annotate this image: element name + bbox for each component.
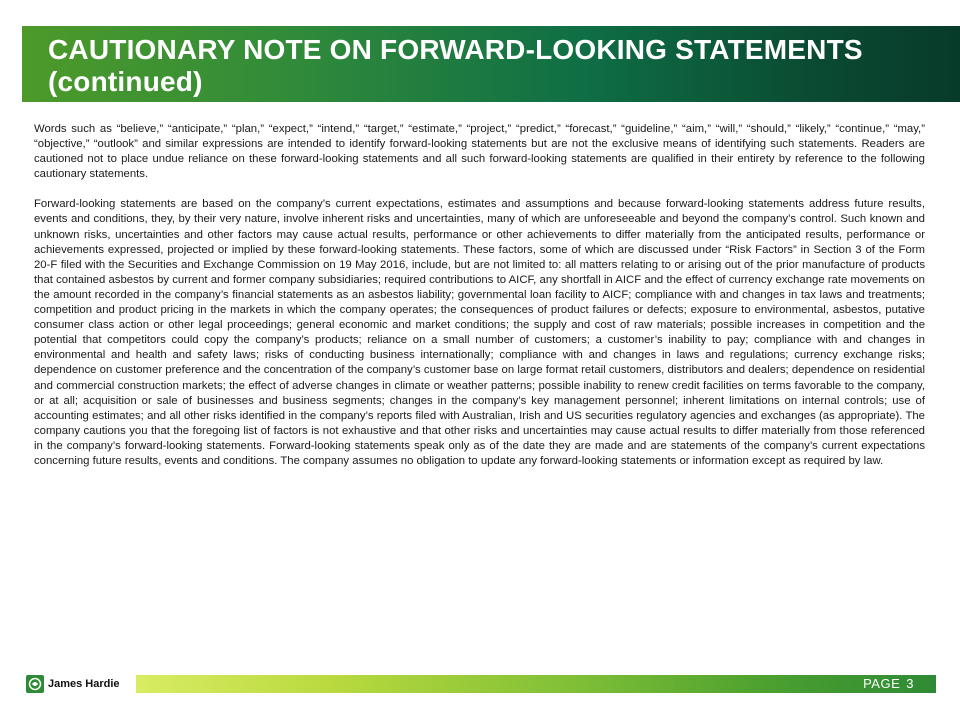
footer-bar (136, 675, 936, 693)
title-line-1: CAUTIONARY NOTE ON FORWARD-LOOKING STATEMENTS (48, 34, 863, 65)
company-logo (26, 674, 120, 694)
page-label: PAGE (863, 676, 901, 691)
page-indicator (857, 676, 914, 692)
body-text (34, 122, 925, 484)
james-hardie-logo-icon (26, 675, 44, 693)
page-number: 3 (906, 676, 914, 691)
logo-text: James Hardie (48, 678, 120, 690)
title-line-2: (continued) (48, 66, 203, 97)
page-title (48, 34, 928, 98)
paragraph-intro: Words such as “believe,” “anticipate,” “plan,” “expect,” “intend,” “target,” “estimate,” “project,” “predict,” “forecast,” “guideline,” “aim,” “will,” “should,” “likely,” “continue,” “may,” “objective,” “outlook” and similar expressions are intended to identify forward-looking statements but are not the exclusive means of identifying such statements. Readers are cautioned not to place undue reliance on these forward-looking statements and all such forward-looking statements are qualified in their entirety by reference to the following cautionary statements. (34, 123, 925, 181)
paragraph-risk-factors: Forward-looking statements are based on the company’s current expectations, estimates and assumptions and because forward-looking statements address future results, events and conditions, they, by their very nature, involve inherent risks and uncertainties, many of which are unforeseeable and beyond the company’s control. Such known and unknown risks, uncertainties and other factors may cause actual results, performance or other achievements to differ materially from the anticipated results, performance or achievements expressed, projected or implied by these forward-looking statements. These factors, some of which are discussed under “Risk Factors” in Section 3 of the Form 20-F filed with the Securities and Exchange Commission on 19 May 2016, include, but are not limited to: all matters relating to or arising out of the prior manufacture of products that contained asbestos by current and former company subsidiaries; required contributions to AICF, any shortfall in AICF and the effect of currency exchange rate movements on the amount recorded in the company’s financial statements as an asbestos liability; governmental loan facility to AICF; compliance with and changes in tax laws and treatments; competition and product pricing in the markets in which the company operates; the consequences of product failures or defects; exposure to environmental, asbestos, putative consumer class action or other legal proceedings; general economic and market conditions; the supply and cost of raw materials; possible increases in competition and the potential that competitors could copy the company’s products; reliance on a small number of customers; a customer’s inability to pay; compliance with and changes in environmental and health and safety laws; risks of conducting business internationally; compliance with and changes in laws and regulations; currency exchange risks; dependence on customer preference and the concentration of the company’s customer base on large format retail customers, distributors and dealers; dependence on residential and commercial construction markets; the effect of adverse changes in climate or weather patterns; possible inability to renew credit facilities on terms favorable to the company, or at all; acquisition or sale of businesses and business segments; changes in the company’s key management personnel; inherent limitations on internal controls; use of accounting estimates; and all other risks identified in the company’s reports filed with Australian, Irish and US securities regulatory agencies and exchanges (as appropriate). The company cautions you that the foregoing list of factors is not exhaustive and that other risks and uncertainties may cause actual results to differ materially from those referenced in the company’s forward-looking statements. Forward-looking statements speak only as of the date they are made and are statements of the company’s current expectations concerning future results, events and conditions. The company assumes no obligation to update any forward-looking statements or information except as required by law. (34, 198, 925, 467)
